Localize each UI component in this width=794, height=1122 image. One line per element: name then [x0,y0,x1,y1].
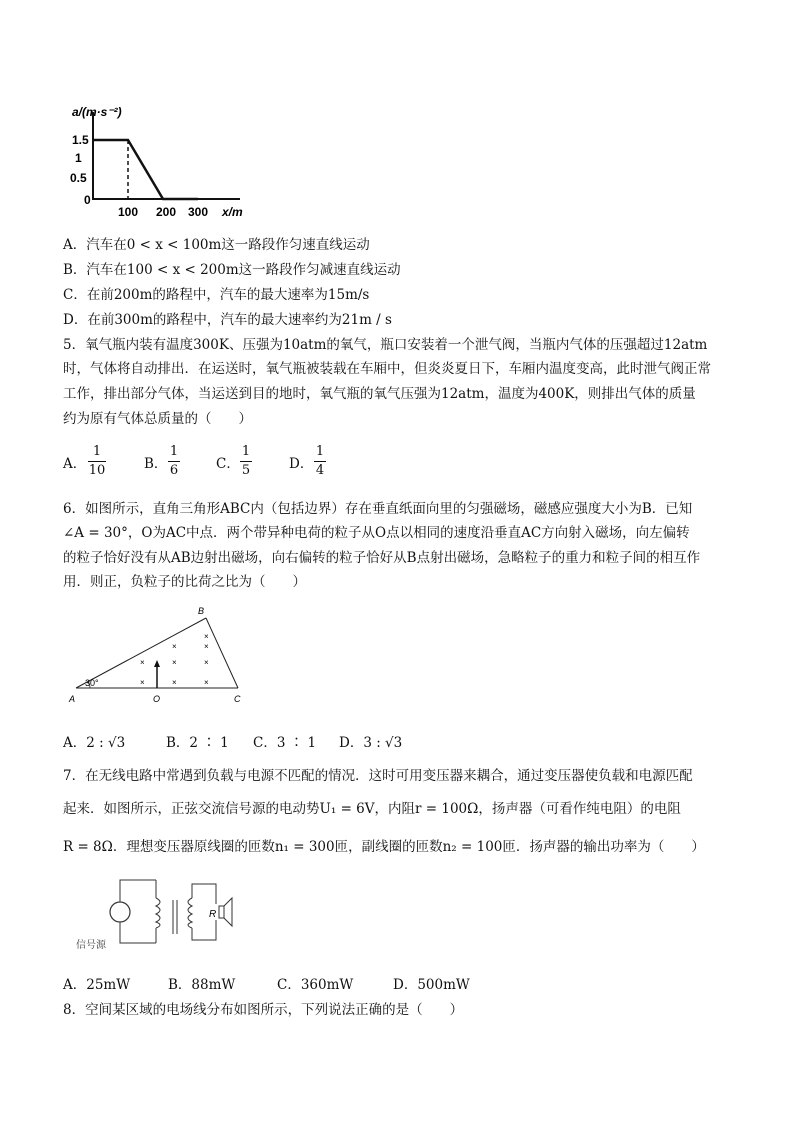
secondary-wire [192,884,216,904]
point-o-label: O [153,694,161,704]
q4-option-d: D．在前300m的路程中，汽车的最大速率约为21m / s [63,312,392,328]
q6-text-line-1: 6．如图所示，直角三角形ABC内（包括边界）存在垂直纸面向里的匀强磁场，磁感应强度大小为B．已知 [63,501,693,517]
q6-text-line-3: 的粒子恰好没有从AB边射出磁场，向右偏转的粒子恰好从B点射出磁场，急略粒子的重力和粒子间的相互作 [63,550,701,566]
y-tick-1: 1 [75,151,82,165]
q5-option-a-denominator: 10 [88,463,106,478]
q5-option-d-fraction [314,445,326,478]
field-cross: × [172,678,177,687]
q5-option-b-denominator: 6 [169,463,179,478]
q4-option-c: C．在前200m的路程中，汽车的最大速率为15m/s [63,287,370,303]
q5-option-a-fraction [88,445,106,478]
signal-source-label: 信号源 [76,940,106,951]
side-bc [206,618,238,688]
q5-option-d-label: D． [289,456,314,472]
q5-text-line-1: 5．氧气瓶内装有温度300K、压强为10atm的氧气，瓶口安装着一个泄气阀，当瓶内气体的压强超过12atm [63,337,708,353]
vertex-c-label: C [234,694,241,704]
q4-option-b: B．汽车在100 < x < 200m这一路段作匀减速直线运动 [63,262,401,278]
speaker-icon [219,906,224,918]
speaker-cone-icon [224,898,232,926]
q7-option-a: A．25mW [63,977,131,993]
q5-option-a-label: A． [63,456,87,472]
q5-option-d-denominator: 4 [315,463,325,478]
q5-option-b-numerator: 1 [169,444,179,459]
q5-option-d-numerator: 1 [315,444,325,459]
y-tick-0: 0 [84,193,91,207]
angle-label: 30° [85,678,99,688]
x-tick-300: 300 [188,205,209,219]
q7-text-line-2: 起来．如图所示，正弦交流信号源的电动势U₁ = 6V，内阻r = 100Ω，扬声器（可看作纯电阻）的电阻 [63,801,681,817]
q5-option-c-denominator: 5 [241,463,251,478]
vertex-a-label: A [69,694,76,704]
fraction-bar [168,461,180,462]
triangle-magnetic-field-figure [66,602,256,712]
fraction-bar [88,461,106,462]
q5-text-line-3: 工作，排出部分气体，当运送到目的地时，氧气瓶的氧气压强为12atm，温度为400K，则排出气体的质量 [63,386,696,402]
q6-option-b: B．2 ∶ 1 [166,735,229,751]
y-tick-0.5: 0.5 [70,171,87,185]
resistor-label: R [209,909,217,920]
q6-option-a: A．2 : √3 [63,735,126,751]
field-cross: × [140,678,145,687]
y-tick-1.5: 1.5 [72,133,89,147]
q7-text-line-1: 7．在无线电路中常遇到负载与电源不匹配的情况．这时可用变压器来耦合，通过变压器使负载和电源匹配 [63,768,693,784]
q6-option-c: C．3 ∶ 1 [253,735,317,751]
q5-option-c-fraction [240,445,252,478]
field-cross: × [204,678,209,687]
q5-text-line-2: 时，气体将自动排出．在运送时，氧气瓶被装载在车厢中，但炎炎夏日下，车厢内温度变高，此时泄气阀正常 [63,361,711,377]
x-tick-200: 200 [156,205,177,219]
chart-xlabel: x/m [222,205,243,219]
primary-coil-icon [156,898,160,928]
velocity-arrowhead [154,660,160,667]
q7-option-b: B．88mW [168,977,236,993]
q6-text-line-4: 用．则正，负粒子的比荷之比为（ ） [63,574,306,590]
q7-text-line-3: R = 8Ω．理想变压器原线圈的匝数n₁ = 300匝，副线圈的匝数n₂ = 100匝．扬声器的输出功率为（ ） [63,839,705,855]
transformer-circuit-figure [76,868,256,956]
q7-option-d: D．500mW [393,977,470,993]
q6-option-d: D．3 : √3 [339,735,403,751]
q4-option-a: A．汽车在0 < x < 100m这一路段作匀速直线运动 [63,237,370,253]
q5-text-line-4: 约为原有气体总质量的（ ） [63,411,252,427]
signal-source-icon [110,902,130,922]
chart-ylabel: a/(m·s⁻²) [72,105,122,119]
q8-text-line-1: 8．空间某区域的电场线分布如图所示，下列说法正确的是（ ） [63,1002,464,1018]
field-cross: × [204,642,209,651]
q5-option-b-fraction [168,445,180,478]
field-cross: × [204,632,209,641]
fraction-bar [240,461,252,462]
q5-option-c-numerator: 1 [241,444,251,459]
q5-option-b-label: B． [144,456,168,472]
q5-option-a-numerator: 1 [92,444,102,459]
vertex-b-label: B [198,606,205,616]
acceleration-chart [62,100,262,220]
q7-option-c: C．360mW [277,977,354,993]
field-cross: × [204,658,209,667]
fraction-bar [314,461,326,462]
acceleration-series-line [93,140,198,199]
x-tick-100: 100 [118,205,139,219]
q6-text-line-2: ∠A = 30°，O为AC中点．两个带异种电荷的粒子从O点以相同的速度沿垂直AC方向射入磁场，向左偏转 [63,525,690,541]
q5-option-c-label: C． [216,456,240,472]
field-cross: × [140,658,145,667]
field-cross: × [172,642,177,651]
secondary-wire [192,920,216,940]
secondary-coil-icon [188,898,192,928]
field-cross: × [172,658,177,667]
